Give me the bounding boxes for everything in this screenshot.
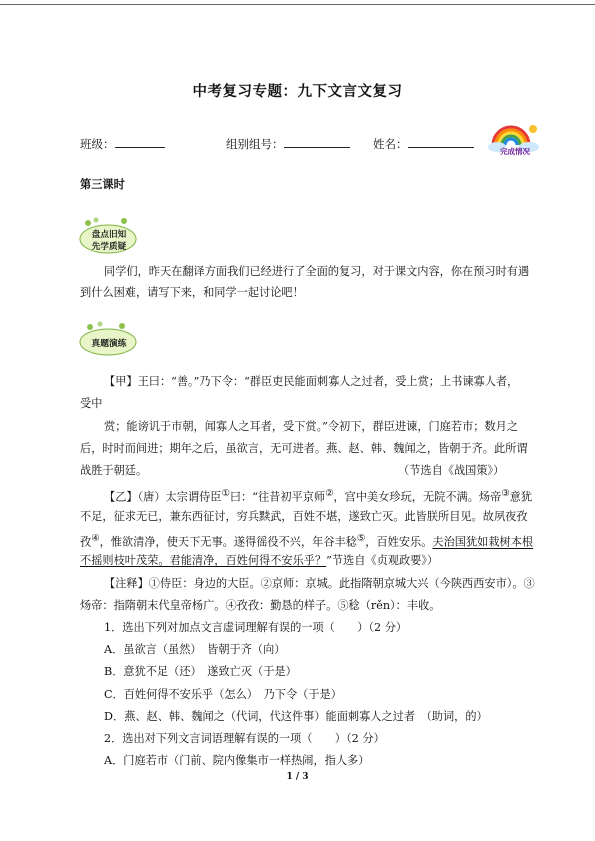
option-1a: A．虽欲言（虽然） 皆朝于齐（向） — [104, 643, 286, 656]
lesson-heading: 第三课时 — [80, 177, 125, 191]
section-badge-practice — [74, 318, 140, 358]
class-label: 班级： — [80, 137, 115, 151]
badge-text: 完成情况 — [500, 147, 530, 156]
note-ref: ④ — [91, 533, 100, 544]
group-blank[interactable] — [284, 135, 350, 148]
notes-line-2: 炀帝：指隋朝末代皇帝杨广。④孜孜：勤恳的样子。⑤稔（rěn）：丰收。 — [80, 599, 441, 612]
jia-source: （节选自《战国策》） — [398, 464, 505, 477]
yi-text: 【乙】（唐）太宗谓侍臣 — [104, 490, 222, 504]
yi-line-4 — [80, 552, 438, 569]
underlined-sentence: 不摇则枝叶茂荣。君能清净，百姓何得不安乐乎？ — [80, 554, 327, 567]
yi-source: ”节选自《贞观政要》） — [326, 554, 439, 567]
note-ref: ① — [221, 488, 230, 499]
yi-text: 意犹 — [509, 490, 533, 504]
jia-line-2: 受中 — [80, 397, 103, 410]
yi-text: 孜 — [80, 535, 92, 549]
yi-text: ，惟欲清净，使天下无事。遂得徭役不兴，年谷丰稔 — [99, 535, 357, 549]
class-field — [80, 135, 165, 152]
yi-text: 曰：“往昔初平京师 — [229, 490, 326, 504]
yi-line-3 — [80, 530, 533, 551]
badge-line-2: 先学质疑 — [91, 242, 127, 252]
page-title: 中考复习专题：九下文言文复习 — [192, 83, 403, 100]
name-field — [373, 135, 474, 152]
underlined-sentence: 夫治国犹如栽树本根 — [432, 535, 534, 549]
header-rule — [0, 4, 595, 5]
question-2: 2．选出对下列文言词语理解有误的一项（ ）（2 分） — [104, 732, 385, 745]
jia-line-4: 后，时时而间进；期年之后，虽欲言，无可进者。燕、赵、韩、魏闻之，皆朝于齐。此所谓 — [80, 442, 528, 455]
yi-text: ，宫中美女珍玩，无院不满。炀帝 — [333, 490, 502, 504]
question-1: 1．选出下列对加点文言虚词理解有误的一项（ ）（2 分） — [104, 621, 408, 634]
notes-line-1: 【注释】①侍臣：身边的大臣。②京师：京城。此指隋朝京城大兴（今陕西西安市）。③ — [104, 577, 535, 590]
yi-text: ，百姓安乐。 — [365, 535, 433, 549]
intro-line-2: 到什么困难，请写下来，和同学一起讨论吧！ — [80, 286, 304, 299]
note-ref: ② — [325, 488, 334, 499]
jia-line-3: 赏；能谤讥于市朝，闻寡人之耳者，受下赏。”令初下，群臣进谏，门庭若市；数月之 — [104, 420, 519, 433]
option-2a: A．门庭若市（门前、院内像集市一样热闹，指人多） — [104, 754, 370, 767]
badge-line-1: 盘点旧知 — [91, 230, 127, 240]
name-blank[interactable] — [408, 135, 474, 148]
option-1b: B．意犹不足（还） 遂致亡灭（于是） — [104, 665, 297, 678]
note-ref: ③ — [501, 488, 510, 499]
yi-line-1 — [104, 485, 532, 506]
jia-line-5: 战胜于朝廷。 — [80, 464, 148, 477]
group-field — [226, 135, 350, 152]
name-label: 姓名： — [373, 137, 408, 151]
option-1d: D．燕、赵、韩、魏闻之（代词，代这件事）能面刺寡人之过者 （助词，的） — [104, 710, 488, 723]
intro-line-1: 同学们，昨天在翻译方面我们已经进行了全面的复习，对于课文内容，你在预习时有遇 — [104, 265, 530, 278]
group-label: 组别组号： — [226, 137, 284, 151]
completion-rainbow-badge — [487, 121, 543, 157]
page-number: 1 / 3 — [286, 772, 309, 782]
section-badge-review — [74, 215, 140, 255]
badge-practice-text: 真题演练 — [91, 339, 127, 349]
class-blank[interactable] — [115, 135, 165, 148]
option-1c: C．百姓何得不安乐乎（怎么） 乃下令（于是） — [104, 688, 342, 701]
yi-line-2: 不足，征求无已，兼东西征讨，穷兵黩武，百姓不堪，遂致亡灭。此皆朕所目见。故夙夜孜 — [80, 510, 528, 523]
note-ref: ⑤ — [356, 533, 366, 544]
jia-line-1: 【甲】王曰：“善。”乃下令：“群臣吏民能面刺寡人之过者，受上赏；上书谏寡人者， — [104, 375, 519, 388]
